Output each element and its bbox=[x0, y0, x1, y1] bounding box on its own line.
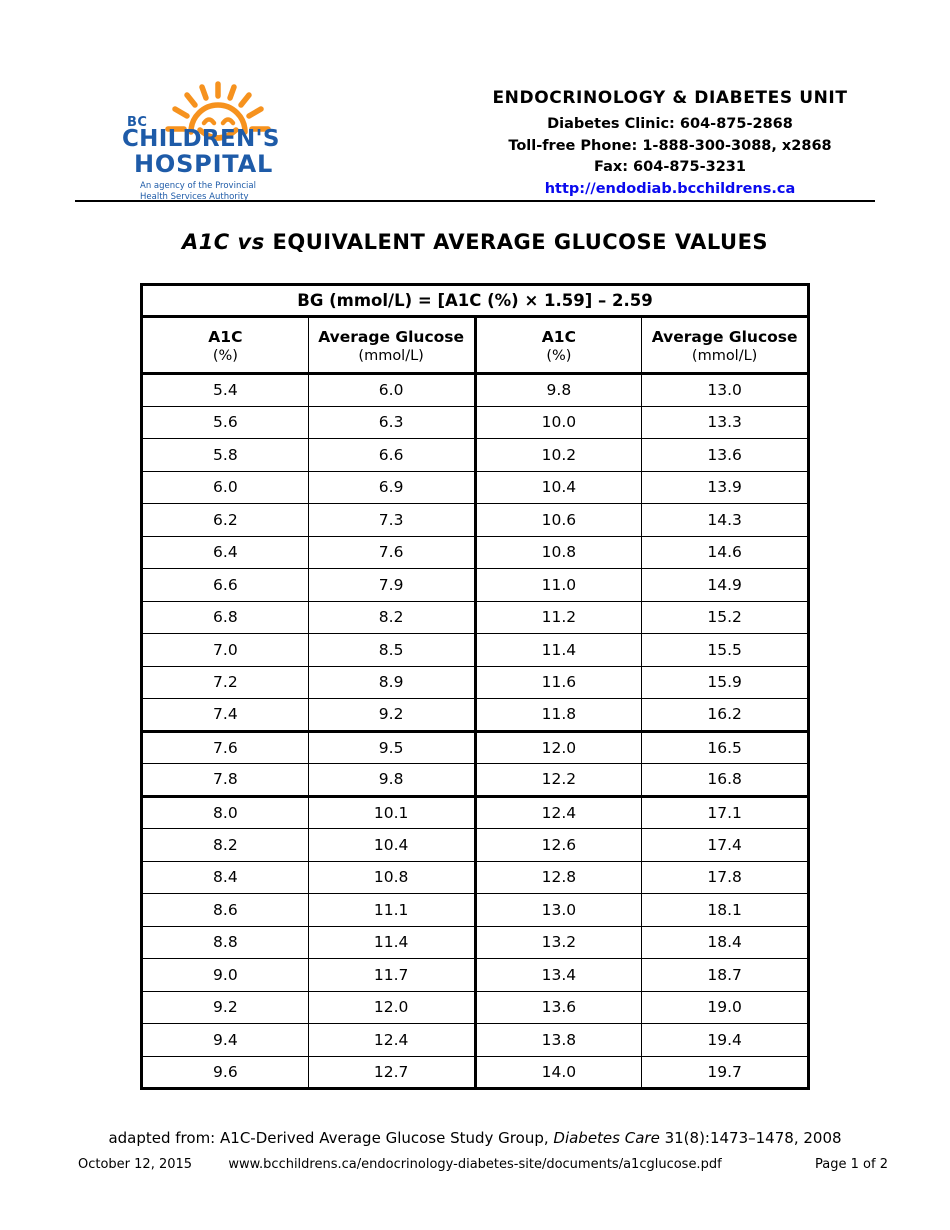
table-cell: 11.2 bbox=[475, 601, 642, 634]
col-header-label: Average Glucose bbox=[318, 328, 465, 346]
table-cell: 6.0 bbox=[308, 374, 475, 407]
table-cell: 13.6 bbox=[475, 991, 642, 1024]
table-cell: 9.4 bbox=[142, 1024, 309, 1057]
logo-tagline-line2: Health Services Authority bbox=[140, 191, 249, 202]
table-cell: 17.1 bbox=[642, 796, 809, 829]
table-row bbox=[142, 536, 809, 569]
table-cell: 16.8 bbox=[642, 764, 809, 797]
unit-title: ENDOCRINOLOGY & DIABETES UNIT bbox=[492, 88, 848, 108]
clinic-phone: Diabetes Clinic: 604-875-2868 bbox=[547, 116, 793, 132]
table-cell: 12.4 bbox=[475, 796, 642, 829]
glucose-table-body bbox=[142, 374, 809, 1089]
col-header-glucose-left bbox=[308, 317, 475, 374]
formula-row bbox=[142, 285, 809, 317]
table-cell: 8.4 bbox=[142, 861, 309, 894]
table-cell: 11.4 bbox=[475, 634, 642, 667]
tollfree-phone: Toll-free Phone: 1-888-300-3088, x2868 bbox=[508, 137, 832, 154]
table-cell: 7.9 bbox=[308, 569, 475, 602]
table-row bbox=[142, 764, 809, 797]
source-suffix: 31(8):1473–1478, 2008 bbox=[659, 1129, 842, 1147]
table-cell: 14.0 bbox=[475, 1056, 642, 1089]
table-cell: 7.2 bbox=[142, 666, 309, 699]
formula-text: BG (mmol/L) = [A1C (%) × 1.59] – 2.59 bbox=[142, 285, 809, 317]
col-header-a1c-left bbox=[142, 317, 309, 374]
table-row bbox=[142, 1056, 809, 1089]
a1c-glucose-table bbox=[140, 283, 810, 1090]
table-row bbox=[142, 666, 809, 699]
table-header-row bbox=[142, 317, 809, 374]
table-row bbox=[142, 829, 809, 862]
table-cell: 7.6 bbox=[308, 536, 475, 569]
footer-page-number: Page 1 of 2 bbox=[815, 1157, 888, 1172]
table-cell: 12.7 bbox=[308, 1056, 475, 1089]
table-cell: 13.0 bbox=[475, 894, 642, 927]
table-cell: 6.6 bbox=[308, 439, 475, 472]
table-cell: 8.8 bbox=[142, 926, 309, 959]
fax-number: Fax: 604-875-3231 bbox=[594, 159, 746, 175]
table-row bbox=[142, 959, 809, 992]
table-cell: 9.8 bbox=[308, 764, 475, 797]
table-cell: 16.2 bbox=[642, 699, 809, 732]
col-header-unit: (mmol/L) bbox=[691, 348, 758, 364]
contact-block bbox=[455, 88, 885, 200]
table-cell: 10.8 bbox=[475, 536, 642, 569]
table-row bbox=[142, 406, 809, 439]
table-cell: 7.3 bbox=[308, 504, 475, 537]
table-cell: 18.7 bbox=[642, 959, 809, 992]
website-link[interactable]: http://endodiab.bcchildrens.ca bbox=[544, 180, 796, 197]
table-cell: 7.4 bbox=[142, 699, 309, 732]
table-cell: 13.2 bbox=[475, 926, 642, 959]
table-cell: 8.5 bbox=[308, 634, 475, 667]
table-cell: 19.0 bbox=[642, 991, 809, 1024]
col-header-label: A1C bbox=[208, 328, 243, 346]
table-cell: 19.7 bbox=[642, 1056, 809, 1089]
table-cell: 7.6 bbox=[142, 731, 309, 764]
table-cell: 14.3 bbox=[642, 504, 809, 537]
table-row bbox=[142, 796, 809, 829]
table-row bbox=[142, 569, 809, 602]
table-cell: 15.9 bbox=[642, 666, 809, 699]
table-cell: 8.2 bbox=[142, 829, 309, 862]
logo-bc-text: BC bbox=[127, 115, 148, 130]
table-row bbox=[142, 926, 809, 959]
logo-tagline bbox=[140, 181, 256, 202]
footer-date: October 12, 2015 bbox=[78, 1157, 193, 1172]
col-header-unit: (%) bbox=[546, 348, 572, 364]
table-cell: 6.4 bbox=[142, 536, 309, 569]
source-prefix: adapted from: A1C-Derived Average Glucose Study Group, bbox=[108, 1129, 554, 1147]
table-cell: 9.6 bbox=[142, 1056, 309, 1089]
table-cell: 13.8 bbox=[475, 1024, 642, 1057]
footer-document-url: www.bcchildrens.ca/endocrinology-diabetes-site/documents/a1cglucose.pdf bbox=[228, 1157, 722, 1172]
table-cell: 18.1 bbox=[642, 894, 809, 927]
table-cell: 7.0 bbox=[142, 634, 309, 667]
table-cell: 19.4 bbox=[642, 1024, 809, 1057]
table-cell: 8.6 bbox=[142, 894, 309, 927]
table-cell: 9.0 bbox=[142, 959, 309, 992]
table-cell: 11.6 bbox=[475, 666, 642, 699]
table-cell: 11.8 bbox=[475, 699, 642, 732]
table-cell: 12.6 bbox=[475, 829, 642, 862]
title-main-part: EQUIVALENT AVERAGE GLUCOSE VALUES bbox=[264, 230, 769, 254]
logo-name-line2: HOSPITAL bbox=[134, 150, 274, 178]
table-row bbox=[142, 991, 809, 1024]
table-cell: 17.8 bbox=[642, 861, 809, 894]
table-cell: 12.4 bbox=[308, 1024, 475, 1057]
table-cell: 12.8 bbox=[475, 861, 642, 894]
table-cell: 13.0 bbox=[642, 374, 809, 407]
table-cell: 8.0 bbox=[142, 796, 309, 829]
table-cell: 13.4 bbox=[475, 959, 642, 992]
table-row bbox=[142, 699, 809, 732]
logo-name-line1: CHILDREN'S bbox=[122, 126, 280, 152]
table-cell: 12.0 bbox=[475, 731, 642, 764]
table-cell: 13.6 bbox=[642, 439, 809, 472]
table-row bbox=[142, 1024, 809, 1057]
table-cell: 14.6 bbox=[642, 536, 809, 569]
table-row bbox=[142, 731, 809, 764]
table-cell: 9.5 bbox=[308, 731, 475, 764]
table-cell: 10.4 bbox=[308, 829, 475, 862]
table-cell: 17.4 bbox=[642, 829, 809, 862]
hospital-logo bbox=[118, 82, 288, 207]
table-row bbox=[142, 894, 809, 927]
table-cell: 11.7 bbox=[308, 959, 475, 992]
table-cell: 10.1 bbox=[308, 796, 475, 829]
col-header-unit: (mmol/L) bbox=[358, 348, 424, 364]
table-cell: 15.5 bbox=[642, 634, 809, 667]
table-cell: 10.0 bbox=[475, 406, 642, 439]
table-row bbox=[142, 439, 809, 472]
col-header-label: Average Glucose bbox=[651, 328, 798, 346]
table-cell: 6.2 bbox=[142, 504, 309, 537]
table-cell: 18.4 bbox=[642, 926, 809, 959]
col-header-label: A1C bbox=[541, 328, 576, 346]
table-row bbox=[142, 861, 809, 894]
table-cell: 9.8 bbox=[475, 374, 642, 407]
table-cell: 10.6 bbox=[475, 504, 642, 537]
table-cell: 7.8 bbox=[142, 764, 309, 797]
table-cell: 6.3 bbox=[308, 406, 475, 439]
table-cell: 5.8 bbox=[142, 439, 309, 472]
source-journal: Diabetes Care bbox=[553, 1129, 660, 1147]
title-italic-part: A1C vs bbox=[181, 230, 265, 254]
table-row bbox=[142, 504, 809, 537]
table-cell: 6.9 bbox=[308, 471, 475, 504]
table-cell: 13.9 bbox=[642, 471, 809, 504]
table-cell: 12.0 bbox=[308, 991, 475, 1024]
table-cell: 6.6 bbox=[142, 569, 309, 602]
table-cell: 15.2 bbox=[642, 601, 809, 634]
table-row bbox=[142, 634, 809, 667]
table-cell: 8.9 bbox=[308, 666, 475, 699]
table-cell: 6.8 bbox=[142, 601, 309, 634]
table-cell: 5.6 bbox=[142, 406, 309, 439]
table-cell: 10.4 bbox=[475, 471, 642, 504]
table-cell: 11.0 bbox=[475, 569, 642, 602]
source-citation bbox=[0, 1129, 950, 1147]
table-cell: 9.2 bbox=[142, 991, 309, 1024]
logo-tagline-line1: An agency of the Provincial bbox=[140, 181, 256, 191]
table-cell: 8.2 bbox=[308, 601, 475, 634]
col-header-glucose-right bbox=[642, 317, 809, 374]
table-cell: 16.5 bbox=[642, 731, 809, 764]
col-header-unit: (%) bbox=[212, 348, 238, 364]
table-row bbox=[142, 601, 809, 634]
col-header-a1c-right bbox=[475, 317, 642, 374]
table-cell: 11.1 bbox=[308, 894, 475, 927]
table-row bbox=[142, 374, 809, 407]
table-cell: 14.9 bbox=[642, 569, 809, 602]
table-cell: 12.2 bbox=[475, 764, 642, 797]
table-cell: 6.0 bbox=[142, 471, 309, 504]
page-title bbox=[0, 230, 950, 254]
header-divider bbox=[75, 200, 875, 202]
table-cell: 10.8 bbox=[308, 861, 475, 894]
table-cell: 11.4 bbox=[308, 926, 475, 959]
table-row bbox=[142, 471, 809, 504]
table-cell: 9.2 bbox=[308, 699, 475, 732]
table-cell: 5.4 bbox=[142, 374, 309, 407]
table-cell: 10.2 bbox=[475, 439, 642, 472]
table-cell: 13.3 bbox=[642, 406, 809, 439]
